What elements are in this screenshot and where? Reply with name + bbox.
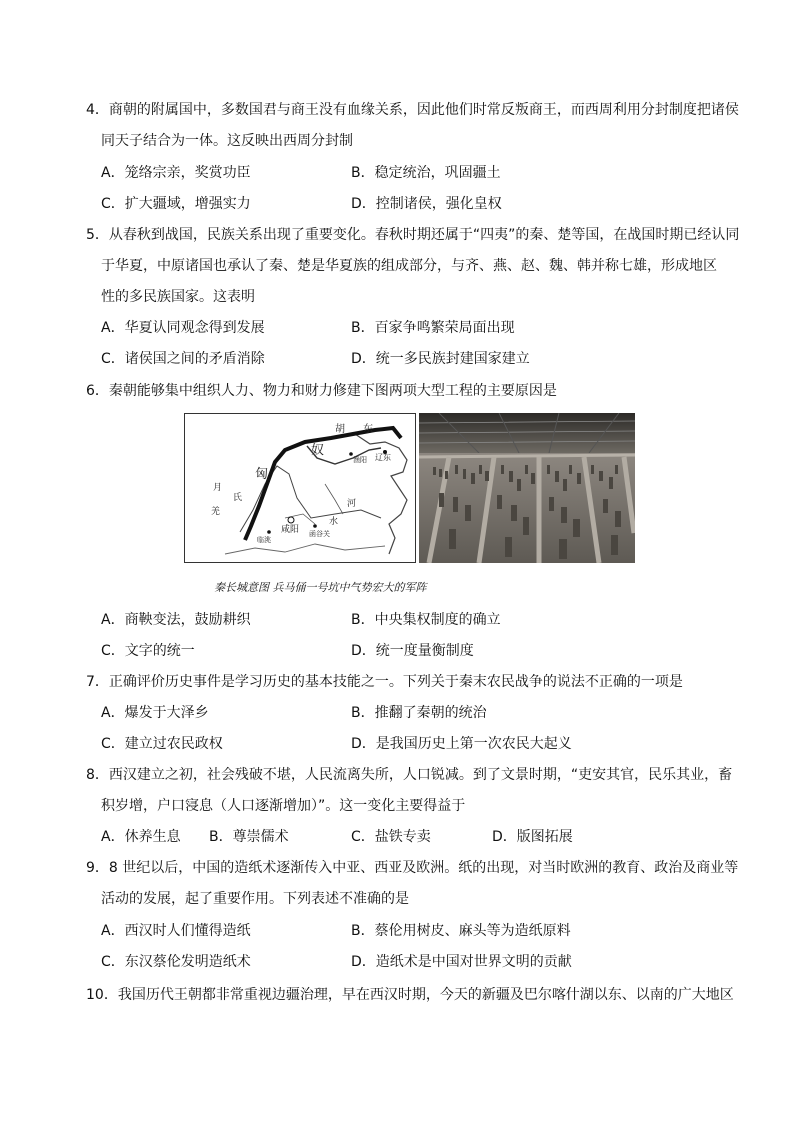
q6-option-d: D．统一度量衡制度 — [351, 643, 474, 659]
q9-option-c: C．东汉蔡伦发明造纸术 — [101, 954, 251, 970]
map-label-liaodong: 辽东 — [375, 453, 391, 462]
q8-option-b: B．尊崇儒术 — [209, 829, 289, 845]
q8-stem-line1: 8．西汉建立之初，社会残破不堪，人民流离失所，人口锐减。到了文景时期，“吏安其官，民乐其业，畜 — [86, 767, 733, 783]
q7-option-a: A．爆发于大泽乡 — [101, 705, 209, 721]
q8-option-d: D．版图拓展 — [492, 829, 573, 845]
map-label-linzhao: 临洮 — [257, 536, 271, 544]
q4-option-c: C．扩大疆域，增强实力 — [101, 196, 251, 212]
q9-stem-line2: 活动的发展，起了重要作用。下列表述不准确的是 — [101, 891, 409, 907]
q7-option-c: C．建立过农民政权 — [101, 736, 223, 752]
q4-stem-line1: 4．商朝的附属国中，多数国君与商王没有血缘关系，因此他们时常反叛商王，而西周利用分封制度把诸侯 — [86, 102, 739, 118]
q5-option-a: A．华夏认同观念得到发展 — [101, 320, 265, 336]
great-wall-map — [184, 413, 416, 563]
q10-stem-line1: 10．我国历代王朝都非常重视边疆治理，早在西汉时期，今天的新疆及巴尔喀什湖以东、以南的广大地区 — [86, 987, 734, 1003]
q5-stem-line3: 性的多民族国家。这表明 — [101, 289, 255, 305]
q4-option-a: A．笼络宗亲，奖赏功臣 — [101, 165, 251, 181]
map-label-hu: 胡 — [335, 424, 345, 435]
q6-stem-line1: 6．秦朝能够集中组织人力、物力和财力修建下图两项大型工程的主要原因是 — [86, 383, 557, 399]
q4-option-d: D．控制诸侯，强化皇权 — [351, 196, 502, 212]
map-label-xianyang: 咸阳 — [281, 525, 300, 535]
map-label-qiang: 羌 — [211, 507, 221, 517]
q7-stem-line1: 7．正确评价历史事件是学习历史的基本技能之一。下列关于秦末农民战争的说法不正确的一项是 — [86, 674, 683, 690]
q9-option-a: A．西汉时人们懂得造纸 — [101, 923, 251, 939]
great-wall-map-drawing — [185, 414, 417, 564]
q8-option-c: C．盐铁专卖 — [351, 829, 431, 845]
q5-stem-line1: 5．从春秋到战国，民族关系出现了重要变化。春秋时期还属于“四夷”的秦、楚等国，在战国时期已经认同 — [86, 227, 740, 243]
terracotta-army-drawing — [419, 413, 635, 563]
map-label-shi: 氏 — [233, 493, 243, 503]
q8-stem-line2: 积岁增，户口寖息（人口逐渐增加）”。这一变化主要得益于 — [101, 798, 466, 814]
q4-stem-line2: 同天子结合为一体。这反映出西周分封制 — [101, 133, 353, 149]
q7-option-b: B．推翻了秦朝的统治 — [351, 705, 487, 721]
map-label-xiong: 匈 — [255, 467, 269, 482]
q6-option-a: A．商鞅变法，鼓励耕织 — [101, 612, 251, 628]
map-label-dong: 东 — [363, 424, 373, 435]
terracotta-army-photo — [419, 413, 635, 563]
map-label-yue: 月 — [213, 483, 223, 493]
map-label-yuyang: 渔阳 — [353, 456, 367, 464]
q8-option-a: A．休养生息 — [101, 829, 181, 845]
map-label-he: 河 — [347, 499, 357, 509]
q5-option-b: B．百家争鸣繁荣局面出现 — [351, 320, 515, 336]
q9-option-b: B．蔡伦用树皮、麻头等为造纸原料 — [351, 923, 571, 939]
q6-option-c: C．文字的统一 — [101, 643, 195, 659]
map-label-shui: 水 — [329, 517, 339, 527]
q6-option-b: B．中央集权制度的确立 — [351, 612, 501, 628]
q9-stem-line1: 9．8 世纪以后，中国的造纸术逐渐传入中亚、西亚及欧洲。纸的出现，对当时欧洲的教育、政治及商业等 — [86, 860, 739, 876]
map-label-hangu: 函谷关 — [309, 530, 330, 538]
q6-figure-caption: 秦长城意图 兵马俑一号坑中气势宏大的军阵 — [214, 581, 427, 594]
q4-option-b: B．稳定统治，巩固疆土 — [351, 165, 501, 181]
q5-option-d: D．统一多民族封建国家建立 — [351, 351, 530, 367]
q6-figure — [184, 413, 635, 563]
q9-option-d: D．造纸术是中国对世界文明的贡献 — [351, 954, 572, 970]
q5-stem-line2: 于华夏，中原诸国也承认了秦、楚是华夏族的组成部分，与齐、燕、赵、魏、韩并称七雄，形成地区 — [101, 258, 717, 274]
q5-option-c: C．诸侯国之间的矛盾消除 — [101, 351, 265, 367]
q7-option-d: D．是我国历史上第一次农民大起义 — [351, 736, 572, 752]
map-label-nu: 奴 — [311, 443, 325, 458]
